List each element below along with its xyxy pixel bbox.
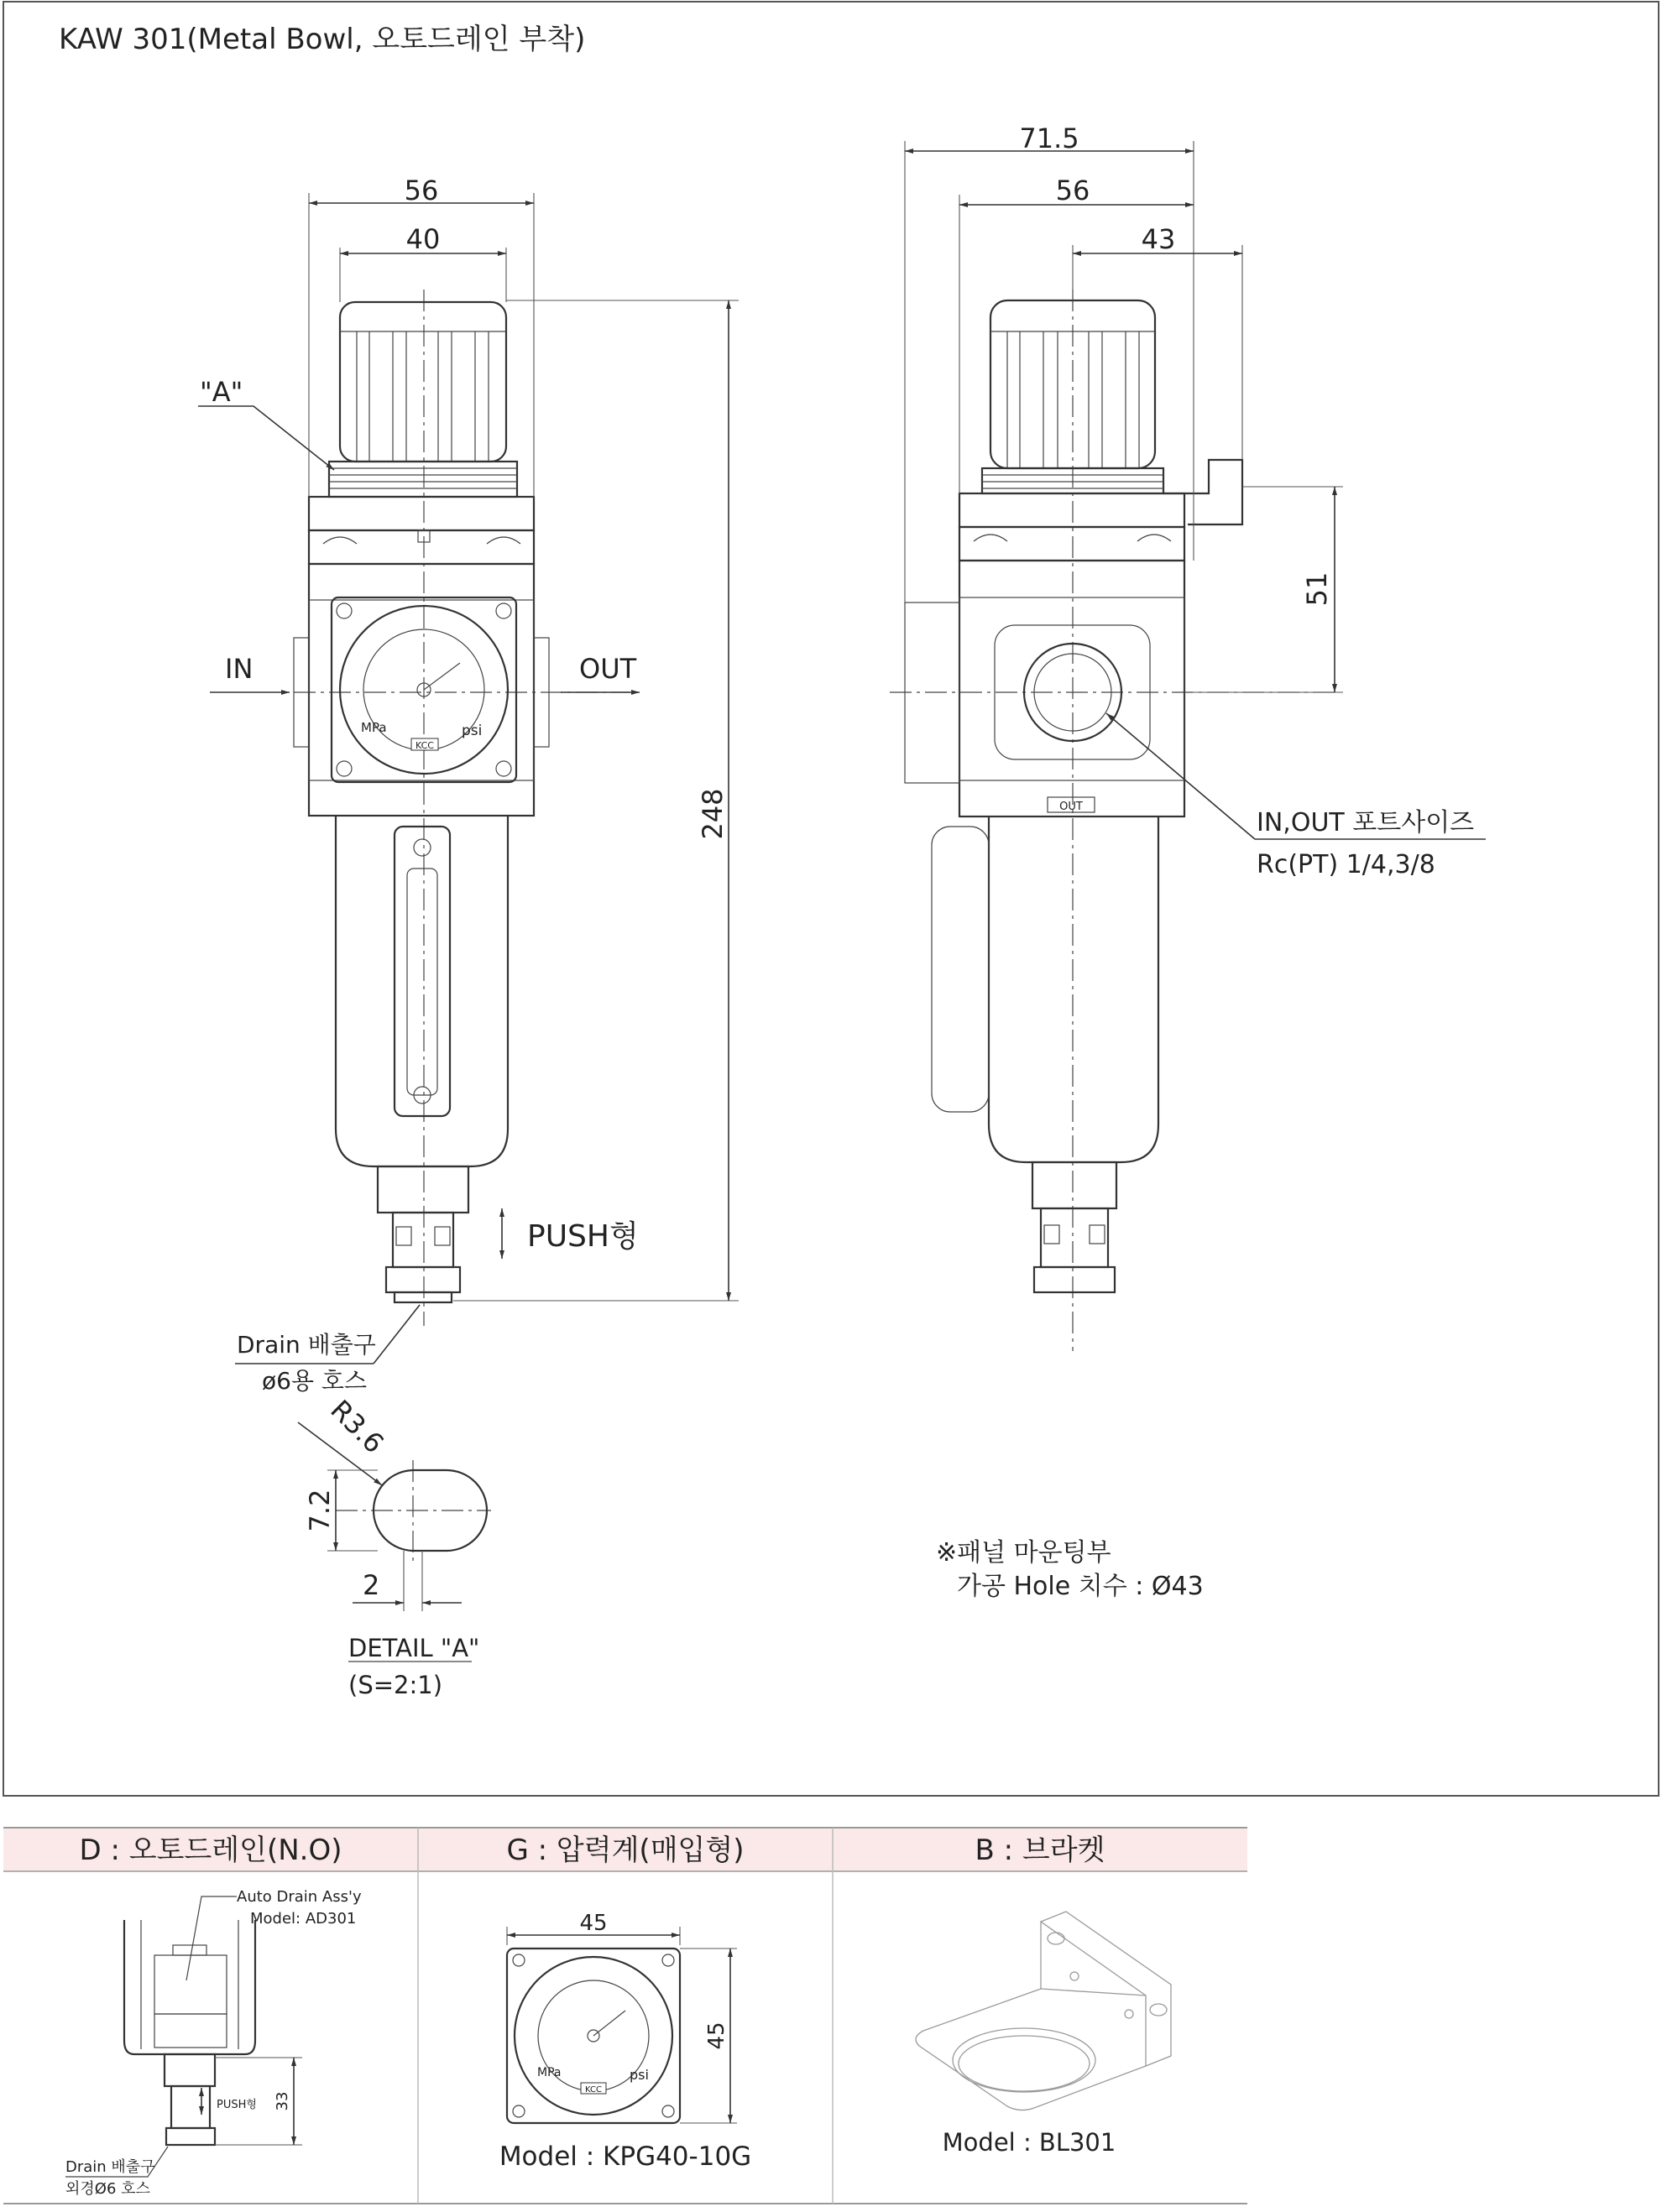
header-auto-drain: D : 오토드레인(N.O) [79,1834,342,1867]
side-dim-56: 56 [1055,175,1090,206]
drawing-frame [3,2,1659,1796]
auto-drain-dim: 33 [274,2091,291,2111]
gauge-dim-w: 45 [579,1911,608,1936]
bracket-drawing [916,1912,1171,2157]
front-view [198,175,739,1395]
detail-width: 2 [363,1569,380,1601]
bracket-model: Model : BL301 [942,2128,1116,2157]
gauge-drawing [499,1911,751,2172]
panel-note-line2: 가공 Hole 치수 : Ø43 [957,1572,1204,1601]
gauge-dim-h: 45 [704,2022,729,2050]
auto-drain-drawing [65,1888,362,2198]
drain-line1: Drain 배출구 [237,1331,376,1359]
front-gauge-mpa: MPa [361,720,387,735]
panel-note-line1: ※패널 마운팅부 [936,1538,1111,1568]
side-view [890,123,1486,1351]
port-line1: IN,OUT 포트사이즈 [1257,808,1475,837]
in-label: IN [225,653,253,685]
port-line2: Rc(PT) 1/4,3/8 [1257,850,1435,879]
side-dim-51: 51 [1301,571,1333,607]
front-dim-248: 248 [697,788,729,840]
auto-drain-push: PUSH형 [217,2099,257,2111]
drawing-title: KAW 301(Metal Bowl, 오토드레인 부착) [59,23,586,56]
auto-drain-model: Model: AD301 [250,1910,357,1928]
front-dim-40: 40 [405,223,441,255]
detail-radius: R3.6 [324,1393,390,1460]
auto-drain-drain2: 외경Ø6 호스 [65,2180,150,2198]
label-a: "A" [200,376,243,408]
gauge-psi: psi [630,2067,649,2083]
front-gauge-logo-text: KCC [416,740,434,751]
auto-drain-drain1: Drain 배출구 [65,2158,155,2176]
detail-scale: (S=2:1) [348,1671,443,1699]
auto-drain-assy: Auto Drain Ass'y [237,1888,362,1906]
drain-line2: ø6용 호스 [262,1367,367,1395]
detail-a [298,1394,491,1699]
gauge-logo: KCC [585,2085,602,2095]
header-bracket: B : 브라켓 [975,1834,1105,1867]
out-label: OUT [579,653,637,685]
header-gauge: G : 압력계(매입형) [506,1834,745,1867]
side-dim-43: 43 [1141,223,1176,255]
side-out-mark: OUT [1059,801,1083,813]
push-label: PUSH형 [527,1219,639,1254]
front-dim-56: 56 [404,175,439,206]
front-gauge-psi: psi [462,723,483,739]
gauge-model: Model : KPG40-10G [499,2142,752,2172]
detail-title: DETAIL "A" [348,1634,480,1662]
side-dim-71-5: 71.5 [1019,123,1079,154]
detail-height: 7.2 [304,1489,336,1532]
gauge-mpa: MPa [537,2066,562,2079]
